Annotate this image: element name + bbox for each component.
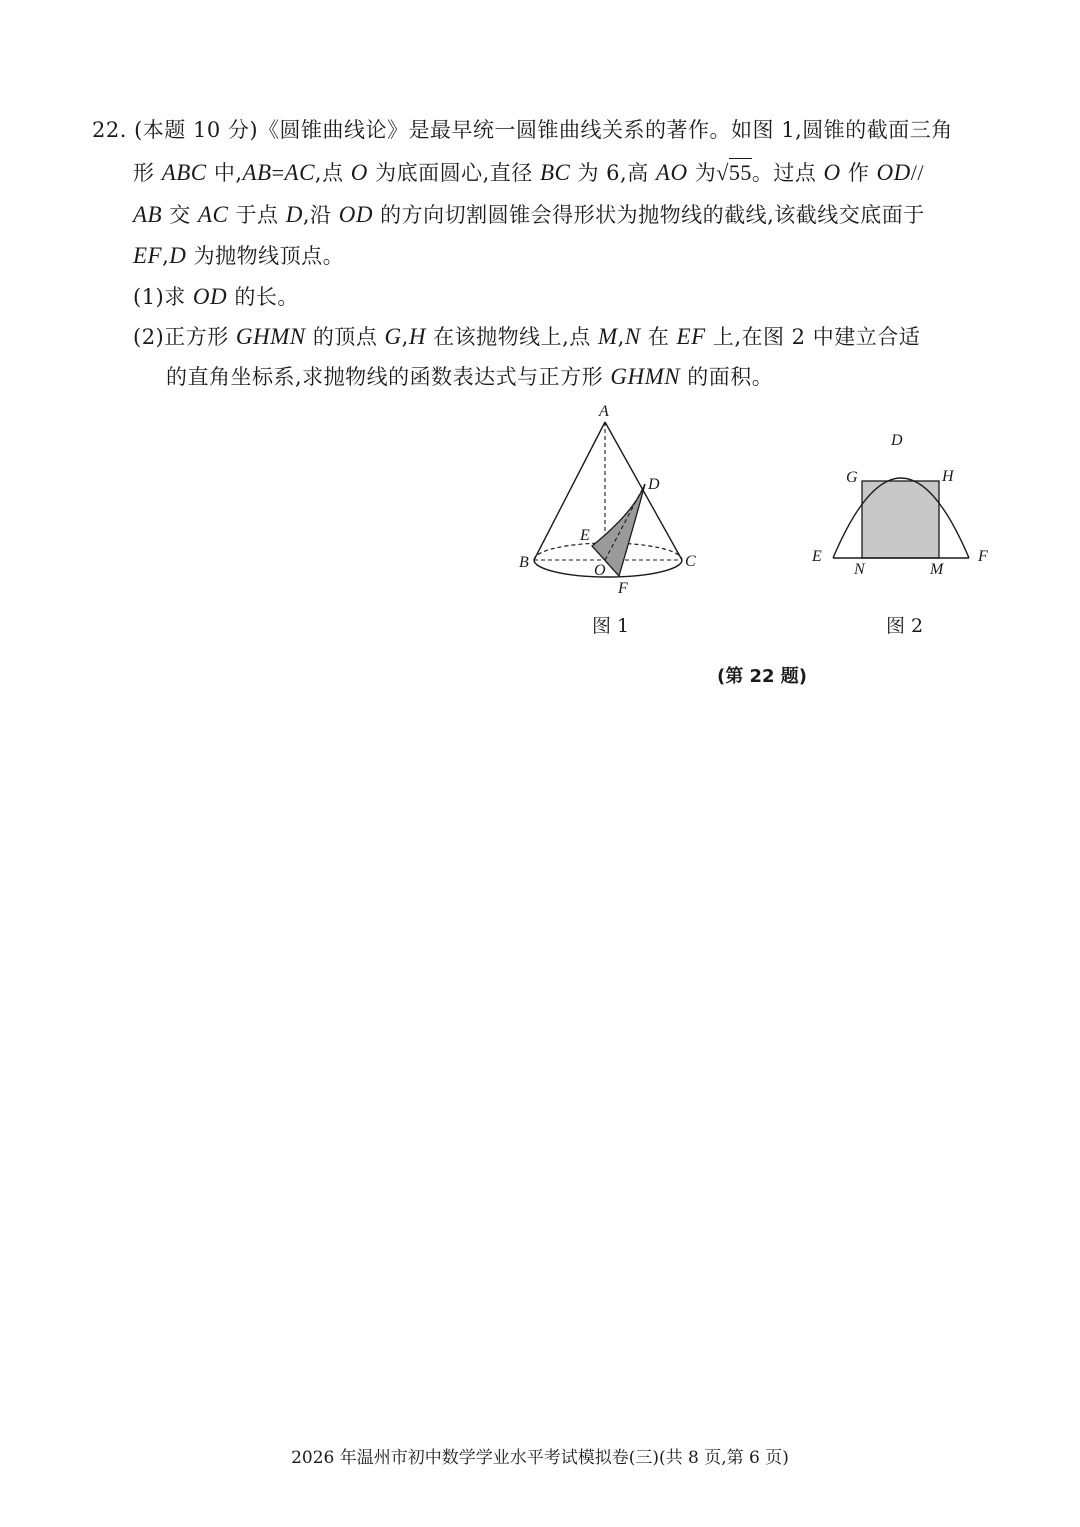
label-M: M: [930, 561, 944, 578]
label-C: C: [685, 553, 696, 570]
figure-2-parabola: [808, 428, 998, 588]
label-A: A: [599, 403, 609, 420]
question-number: 22.: [92, 118, 127, 142]
question-line-2: 形 ABC 中,AB=AC,点 O 为底面圆心,直径 BC 为 6,高 AO 为√55。过点 O 作 OD//: [133, 160, 924, 185]
label-B: B: [519, 554, 529, 571]
label-O: O: [594, 562, 606, 579]
question-score: (本题 10 分): [134, 118, 259, 142]
question-line-3: AB 交 AC 于点 D,沿 OD 的方向切割圆锥会得形状为抛物线的截线,该截线交底面于: [133, 202, 925, 227]
figure-1-cone: [508, 400, 728, 600]
square-GHMN: [862, 481, 939, 558]
question-label: (第 22 题): [717, 666, 808, 687]
edge-AB: [534, 422, 605, 560]
figure-1-caption: 图 1: [592, 615, 630, 637]
page-footer: 2026 年温州市初中数学学业水平考试模拟卷(三)(共 8 页,第 6 页): [291, 1448, 789, 1468]
label-H: H: [942, 468, 954, 485]
part-1: (1)求 OD 的长。: [133, 284, 299, 309]
label-E: E: [812, 548, 822, 565]
figure-2-caption: 图 2: [886, 615, 924, 637]
label-N: N: [854, 561, 865, 578]
book-title: 《圆锥曲线论》: [258, 118, 409, 142]
sqrt-expression: √55: [716, 160, 752, 185]
label-D: D: [648, 476, 660, 493]
part-2-cont: 的直角坐标系,求抛物线的函数表达式与正方形 GHMN 的面积。: [166, 364, 774, 389]
part-2: (2)正方形 GHMN 的顶点 G,H 在该抛物线上,点 M,N 在 EF 上,在图 2 中建立合适: [133, 324, 921, 349]
label-F: F: [978, 548, 988, 565]
label-G: G: [846, 469, 858, 486]
label-F: F: [618, 580, 628, 597]
label-D: D: [891, 432, 903, 449]
label-E: E: [580, 527, 590, 544]
question-line-1: 22. (本题 10 分)《圆锥曲线论》是最早统一圆锥曲线关系的著作。如图 1,圆锥的截面三角: [92, 118, 953, 142]
question-line-4: EF,D 为抛物线顶点。: [133, 243, 345, 268]
